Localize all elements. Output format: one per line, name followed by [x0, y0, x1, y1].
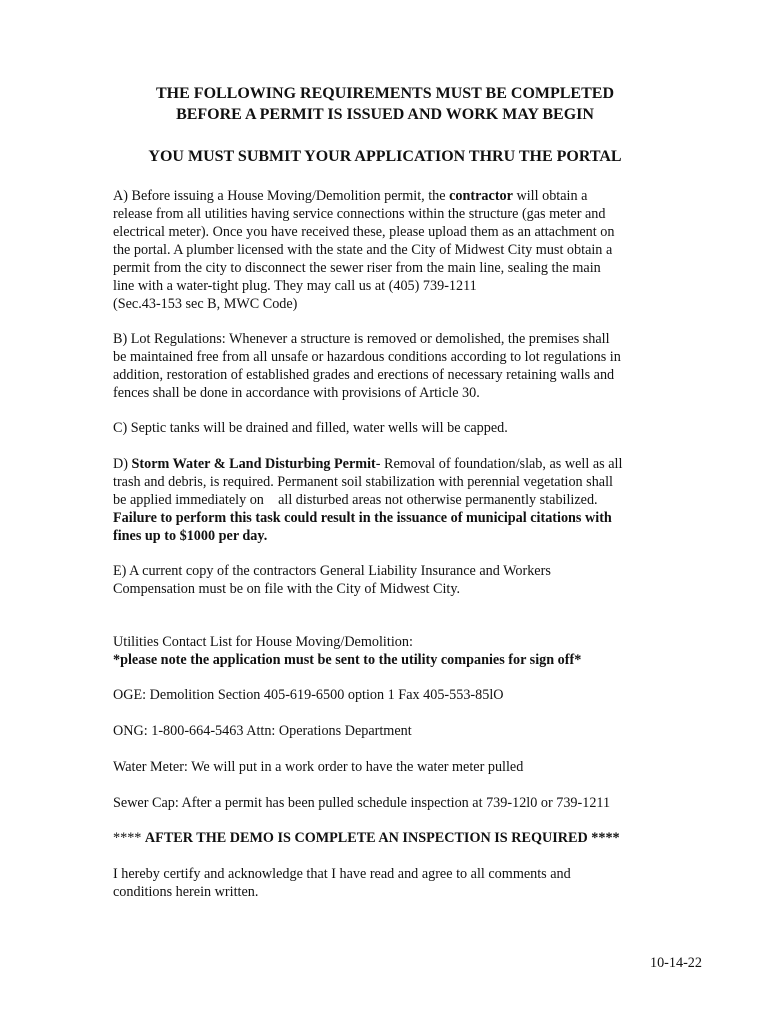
section-d	[113, 455, 673, 545]
certification-statement	[113, 865, 673, 901]
section-a-line: the portal. A plumber licensed with the state and the City of Midwest City must obtain a	[113, 242, 613, 258]
section-e-line: E) A current copy of the contractors General Liability Insurance and Workers	[113, 563, 551, 579]
section-b-line: be maintained free from all unsafe or hazardous conditions according to lot regulations in	[113, 349, 621, 365]
section-a-line: release from all utilities having service connections within the structure (gas meter and	[113, 206, 606, 222]
section-d-line: be applied immediately on all disturbed areas not otherwise permanently stabilized.	[113, 492, 598, 508]
citation-warning: Failure to perform this task could result in the issuance of municipal citations with	[113, 510, 612, 526]
section-e-line: Compensation must be on file with the City of Midwest City.	[113, 581, 461, 597]
citation-warning: fines up to $1000 per day.	[113, 528, 268, 544]
utilities-title: Utilities Contact List for House Moving/Demolition:	[113, 634, 413, 650]
section-d-line: trash and debris, is required. Permanent soil stabilization with perennial vegetation shall	[113, 474, 613, 490]
certification-line: I hereby certify and acknowledge that I have read and agree to all comments and	[113, 866, 571, 882]
section-b-line: addition, restoration of established grades and erections of necessary retaining walls and	[113, 367, 615, 383]
heading-line-2: BEFORE A PERMIT IS ISSUED AND WORK MAY BEGIN	[176, 106, 594, 123]
inspection-required: **** AFTER THE DEMO IS COMPLETE AN INSPECTION IS REQUIRED ****	[113, 830, 620, 846]
section-d-line: D) Storm Water & Land Disturbing Permit- Removal of foundation/slab, as well as all	[113, 456, 623, 472]
ong-contact: ONG: 1-800-664-5463 Attn: Operations Department	[113, 723, 412, 739]
requirements-heading	[0, 83, 770, 125]
section-c-line: C) Septic tanks will be drained and filled, water wells will be capped.	[113, 420, 508, 436]
portal-heading: YOU MUST SUBMIT YOUR APPLICATION THRU THE PORTAL	[148, 148, 622, 165]
section-a-line: A) Before issuing a House Moving/Demolition permit, the contractor will obtain a	[113, 188, 588, 204]
revision-date: 10-14-22	[649, 955, 702, 971]
section-a-line: line with a water-tight plug. They may call us at (405) 739-1211	[113, 278, 477, 294]
sewer-cap-note: Sewer Cap: After a permit has been pulled schedule inspection at 739-12l0 or 739-1211	[113, 795, 611, 811]
section-e	[113, 562, 673, 598]
section-a	[113, 187, 673, 313]
certification-line: conditions herein written.	[113, 884, 259, 900]
water-meter-note: Water Meter: We will put in a work order to have the water meter pulled	[113, 759, 524, 775]
section-a-line: permit from the city to disconnect the sewer riser from the main line, sealing the main	[113, 260, 601, 276]
heading-line-1: THE FOLLOWING REQUIREMENTS MUST BE COMPLETED	[156, 85, 614, 102]
section-b-line: B) Lot Regulations: Whenever a structure is removed or demolished, the premises shall	[113, 331, 610, 347]
oge-contact: OGE: Demolition Section 405-619-6500 option 1 Fax 405-553-85lO	[113, 687, 504, 703]
section-a-line: electrical meter). Once you have received these, please upload them as an attachment on	[113, 224, 615, 240]
section-c	[113, 419, 673, 437]
utilities-contact-list	[113, 633, 673, 669]
section-b-line: fences shall be done in accordance with provisions of Article 30.	[113, 385, 480, 401]
utilities-note: *please note the application must be sent to the utility companies for sign off*	[113, 652, 582, 668]
code-reference: (Sec.43-153 sec B, MWC Code)	[113, 296, 298, 312]
section-b	[113, 330, 673, 402]
